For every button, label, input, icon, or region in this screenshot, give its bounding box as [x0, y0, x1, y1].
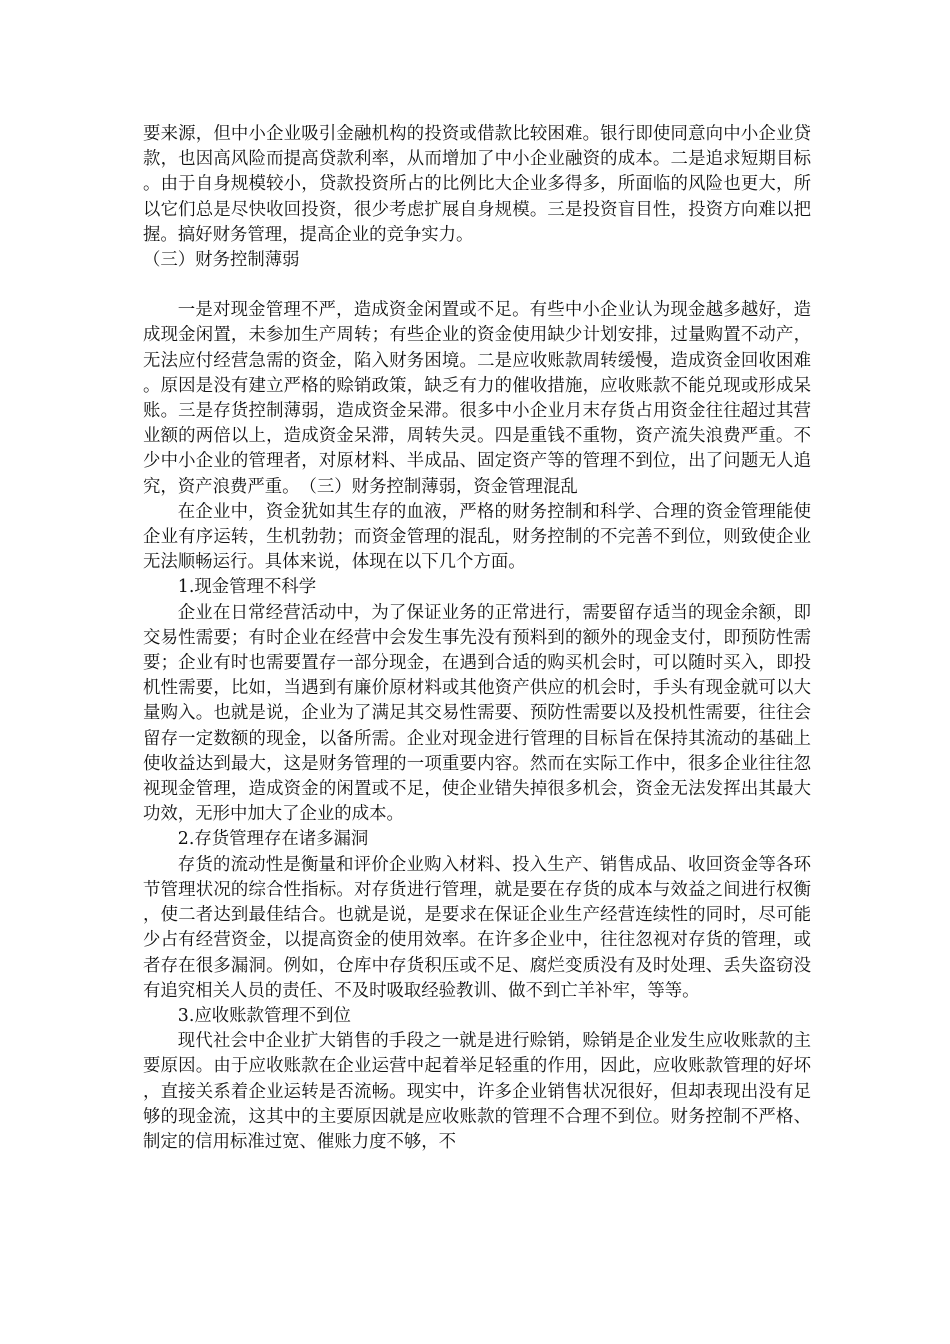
subheading-inventory-management: 2.存货管理存在诸多漏洞	[177, 829, 369, 850]
paragraph-receivables-management: 现代社会中企业扩大销售的手段之一就是进行赊销，赊销是企业发生应收账款的主要原因。由于应收账款在企业运营中起着举足轻重的作用，因此，应收账款管理的好坏，直接关系着企业运转是否流畅。现实中，许多企业销售状况很好，但却表现出没有足够的现金流，这其中的主要原因就是应收账款的管理不合理不到位。财务控制不严格、制定的信用标准过宽、催账力度不够，不	[143, 1031, 811, 1152]
subheading-cash-management: 1.现金管理不科学	[177, 577, 317, 598]
paragraph-capital-control: 在企业中，资金犹如其生存的血液，严格的财务控制和科学、合理的资金管理能使企业有序运转，生机勃勃；而资金管理的混乱，财务控制的不完善不到位，则致使企业无法顺畅运行。具体来说，体现在以下几个方面。	[143, 501, 811, 573]
section-heading-financial-control: （三）财务控制薄弱	[143, 250, 300, 271]
paragraph-cash-management-issues: 一是对现金管理不严，造成资金闲置或不足。有些中小企业认为现金越多越好，造成现金闲置，未参加生产周转；有些企业的资金使用缺少计划安排，过量购置不动产，无法应付经营急需的资金，陷入财务困境。二是应收账款周转缓慢，造成资金回收困难。原因是没有建立严格的赊销政策，缺乏有力的催收措施，应收账款不能兑现或形成呆账。三是存货控制薄弱，造成资金呆滞。很多中小企业月末存货占用资金往往超过其营业额的两倍以上，造成资金呆滞，周转失灵。四是重钱不重物，资产流失浪费严重。不少中小企业的管理者，对原材料、半成品、固定资产等的管理不到位，出了问题无人追究，资产浪费严重。 （三）财务控制薄弱，资金管理混乱	[143, 300, 811, 497]
paragraph-cash-management: 企业在日常经营活动中，为了保证业务的正常进行，需要留存适当的现金余额，即交易性需要；有时企业在经营中会发生事先没有预料到的额外的现金支付，即预防性需要；企业有时也需要置存一部分现金，在遇到合适的购买机会时，可以随时买入，即投机性需要，比如，当遇到有廉价原材料或其他资产供应的机会时，手头有现金就可以大量购入。也就是说，企业为了满足其交易性需要、预防性需要以及投机性需要，往往会留存一定数额的现金，以备所需。企业对现金进行管理的目标旨在保持其流动的基础上使收益达到最大，这是财务管理的一项重要内容。然而在实际工作中，很多企业往往忽视现金管理，造成资金的闲置或不足，使企业错失掉很多机会，资金无法发挥出其最大功效，无形中加大了企业的成本。	[143, 602, 811, 825]
blank-line	[143, 273, 811, 298]
paragraph-inventory-management: 存货的流动性是衡量和评价企业购入材料、投入生产、销售成品、收回资金等各环节管理状况的综合性指标。对存货进行管理，就是要在存货的成本与效益之间进行权衡，使二者达到最佳结合。也就是说，是要求在保证企业生产经营连续性的同时，尽可能少占有经营资金，以提高资金的使用效率。在许多企业中，往往忽视对存货的管理，或者存在很多漏洞。例如，仓库中存货积压或不足、腐烂变质没有及时处理、丢失盗窃没有追究相关人员的责任、不及时吸取经验教训、做不到亡羊补牢，等等。	[143, 854, 811, 1001]
paragraph-financing: 要来源，但中小企业吸引金融机构的投资或借款比较困难。银行即使同意向中小企业贷款，也因高风险而提高贷款利率，从而增加了中小企业融资的成本。二是追求短期目标。由于自身规模较小，贷款投资所占的比例比大企业多得多，所面临的风险也更大，所以它们总是尽快收回投资，很少考虑扩展自身规模。三是投资盲目性，投资方向难以把握。搞好财务管理，提高企业的竞争实力。	[143, 124, 811, 245]
document-page	[143, 122, 811, 1155]
subheading-receivables-management: 3.应收账款管理不到位	[177, 1005, 351, 1026]
